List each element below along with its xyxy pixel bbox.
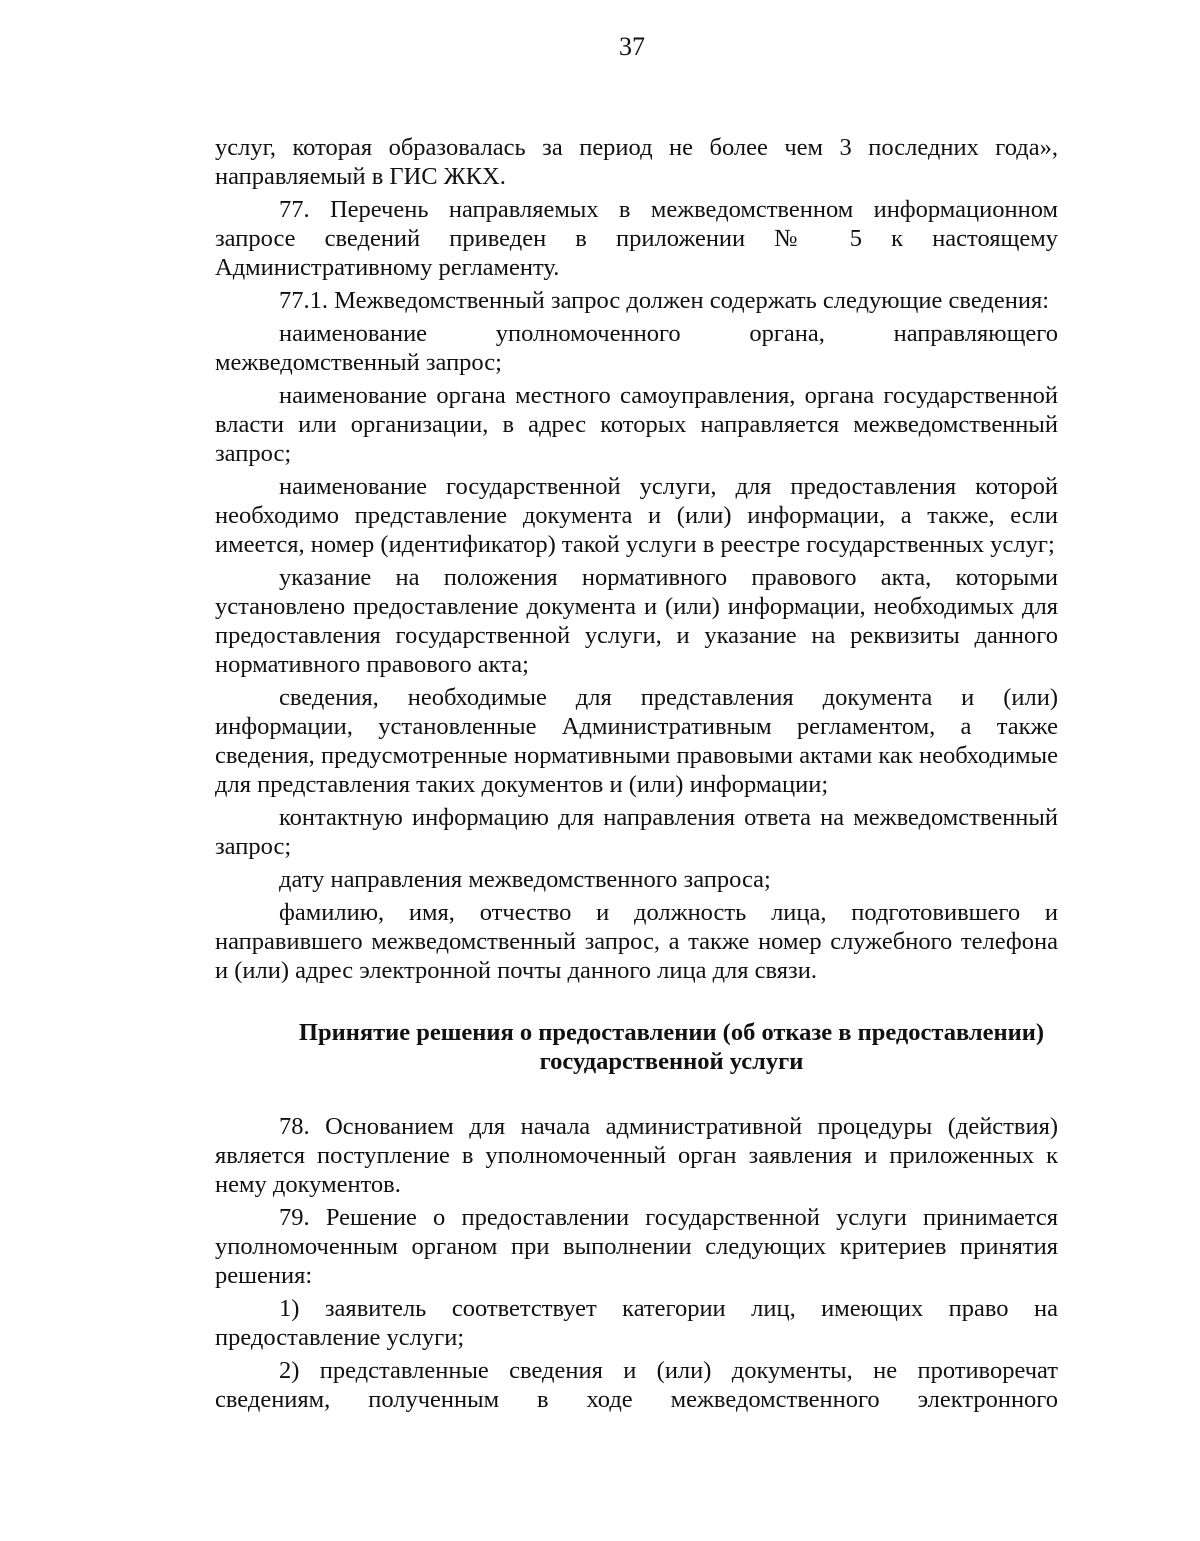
paragraph: наименование государственной услуги, для предоставления которой необходимо представление документа и (или) информации, а также, если имеется, номер (идентификатор) такой услуги в реестре государственных услуг; <box>215 473 1058 558</box>
paragraph: контактную информацию для направления ответа на межведомственный запрос; <box>215 804 1058 860</box>
document-body <box>215 133 1058 1418</box>
paragraph: 77.1. Межведомственный запрос должен содержать следующие сведения: <box>279 287 1050 314</box>
section-heading <box>215 1018 1058 1076</box>
paragraph: 2) представленные сведения и (или) документы, не противоречат сведениям, полученным в ходе межведомственного электронного <box>215 1357 1058 1413</box>
paragraph: 78. Основанием для начала административной процедуры (действия) является поступление в уполномоченный орган заявления и приложенных к нему документов. <box>215 1113 1058 1198</box>
paragraph: 1) заявитель соответствует категории лиц, имеющих право на предоставление услуги; <box>215 1295 1058 1351</box>
paragraph: указание на положения нормативного правового акта, которыми установлено предоставление документа и (или) информации, необходимых для предоставления государственной услуги, и указание на реквизиты данного нормативного правового акта; <box>215 564 1058 678</box>
paragraph: услуг, которая образовалась за период не более чем 3 последних года», направляемый в ГИС ЖКХ. <box>215 134 1058 190</box>
section-heading-line: Принятие решения о предоставлении (об отказе в предоставлении) <box>298 1019 1045 1046</box>
paragraph: фамилию, имя, отчество и должность лица, подготовившего и направившего межведомственный запрос, а также номер служебного телефона и (или) адрес электронной почты данного лица для связи. <box>215 899 1058 984</box>
paragraph: 79. Решение о предоставлении государственной услуги принимается уполномоченным органом при выполнении следующих критериев принятия решения: <box>215 1204 1058 1289</box>
paragraph: дату направления межведомственного запроса; <box>279 866 771 893</box>
paragraph: сведения, необходимые для представления документа и (или) информации, установленные Административным регламентом, а также сведения, предусмотренные нормативными правовыми актами как необходимые для представления таких документов и (или) информации; <box>215 684 1058 798</box>
paragraph: наименование уполномоченного органа, направляющего межведомственный запрос; <box>215 320 1058 376</box>
paragraph: 77. Перечень направляемых в межведомственном информационном запросе сведений приведен в приложении № 5 к настоящему Административному регламенту. <box>215 196 1058 281</box>
page-number: 37 <box>619 32 645 61</box>
paragraph: наименование органа местного самоуправления, органа государственной власти или организации, в адрес которых направляется межведомственный запрос; <box>215 382 1058 467</box>
section-heading-line: государственной услуги <box>539 1048 804 1075</box>
